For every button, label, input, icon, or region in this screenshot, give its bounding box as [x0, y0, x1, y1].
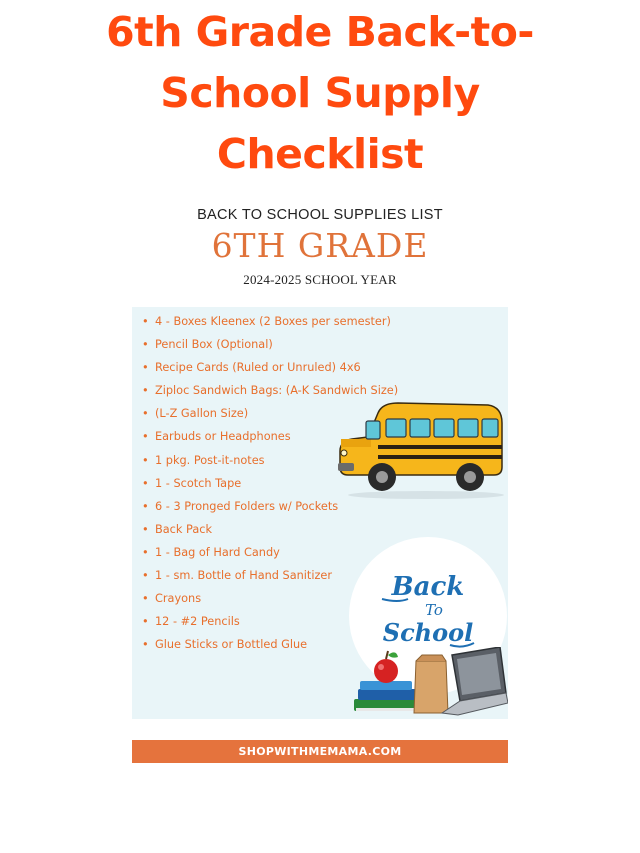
list-item-text: Pencil Box (Optional) [155, 338, 273, 352]
bullet: • [142, 499, 149, 513]
bullet: • [142, 545, 149, 559]
flyer-subtitle: BACK TO SCHOOL SUPPLIES LIST [197, 207, 443, 223]
apple-icon [374, 651, 398, 683]
bullet: • [142, 430, 149, 444]
bullet: • [142, 315, 149, 328]
list-item [142, 379, 398, 402]
books-icon [354, 681, 416, 711]
bullet: • [142, 384, 149, 398]
school-bus-icon [338, 401, 506, 501]
page-title-line-1: 6th Grade Back-to- [106, 8, 534, 56]
bullet: • [142, 361, 149, 375]
back-to-school-logo [378, 569, 478, 651]
bullet: • [142, 522, 149, 536]
list-item-text: Ziploc Sandwich Bags: (A-K Sandwich Size) [155, 384, 399, 398]
logo-text-back: Back [391, 572, 465, 602]
logo-text-to: To [425, 601, 443, 619]
logo-text-school: School [382, 618, 474, 647]
list-item-text: 1 - sm. Bottle of Hand Sanitizer [155, 569, 333, 583]
bullet: • [142, 638, 149, 652]
list-item [142, 518, 398, 541]
list-item-text: 1 - Bag of Hard Candy [155, 545, 280, 559]
website-footer: SHOPWITHMEMAMA.COM [132, 740, 508, 763]
bullet: • [142, 453, 149, 467]
flyer-school-year: 2024-2025 SCHOOL YEAR [243, 272, 397, 287]
bullet: • [142, 592, 149, 606]
page-title [0, 2, 640, 185]
laptop-icon [442, 647, 508, 715]
list-item-text: 1 - Scotch Tape [155, 476, 242, 490]
supply-list-panel [132, 307, 508, 719]
list-item-text: 12 - #2 Pencils [155, 615, 240, 629]
paper-bag-icon [414, 655, 448, 713]
page-title-line-2: School Supply [160, 69, 480, 117]
list-item-text: 4 - Boxes Kleenex (2 Boxes per semester) [155, 315, 391, 328]
list-item-text: Earbuds or Headphones [155, 430, 291, 444]
list-item-text: Recipe Cards (Ruled or Unruled) 4x6 [155, 361, 361, 375]
flyer-grade-heading: 6TH GRADE [211, 226, 429, 265]
list-item-text: Back Pack [155, 522, 212, 536]
list-item [142, 356, 398, 379]
bullet: • [142, 569, 149, 583]
supply-list-flyer [132, 195, 508, 767]
bullet: • [142, 338, 149, 352]
list-item-text: 1 pkg. Post-it-notes [155, 453, 265, 467]
page-title-line-3: Checklist [216, 130, 424, 178]
list-item [142, 333, 398, 356]
list-item-text: Crayons [155, 592, 202, 606]
list-item-text: 6 - 3 Pronged Folders w/ Pockets [155, 499, 339, 513]
list-item-text: Glue Sticks or Bottled Glue [155, 638, 308, 652]
bullet: • [142, 407, 149, 421]
bullet: • [142, 476, 149, 490]
list-item-text: (L-Z Gallon Size) [155, 407, 249, 421]
list-item [142, 541, 398, 564]
list-item [142, 310, 398, 333]
school-items-illustration [350, 647, 508, 717]
bullet: • [142, 615, 149, 629]
